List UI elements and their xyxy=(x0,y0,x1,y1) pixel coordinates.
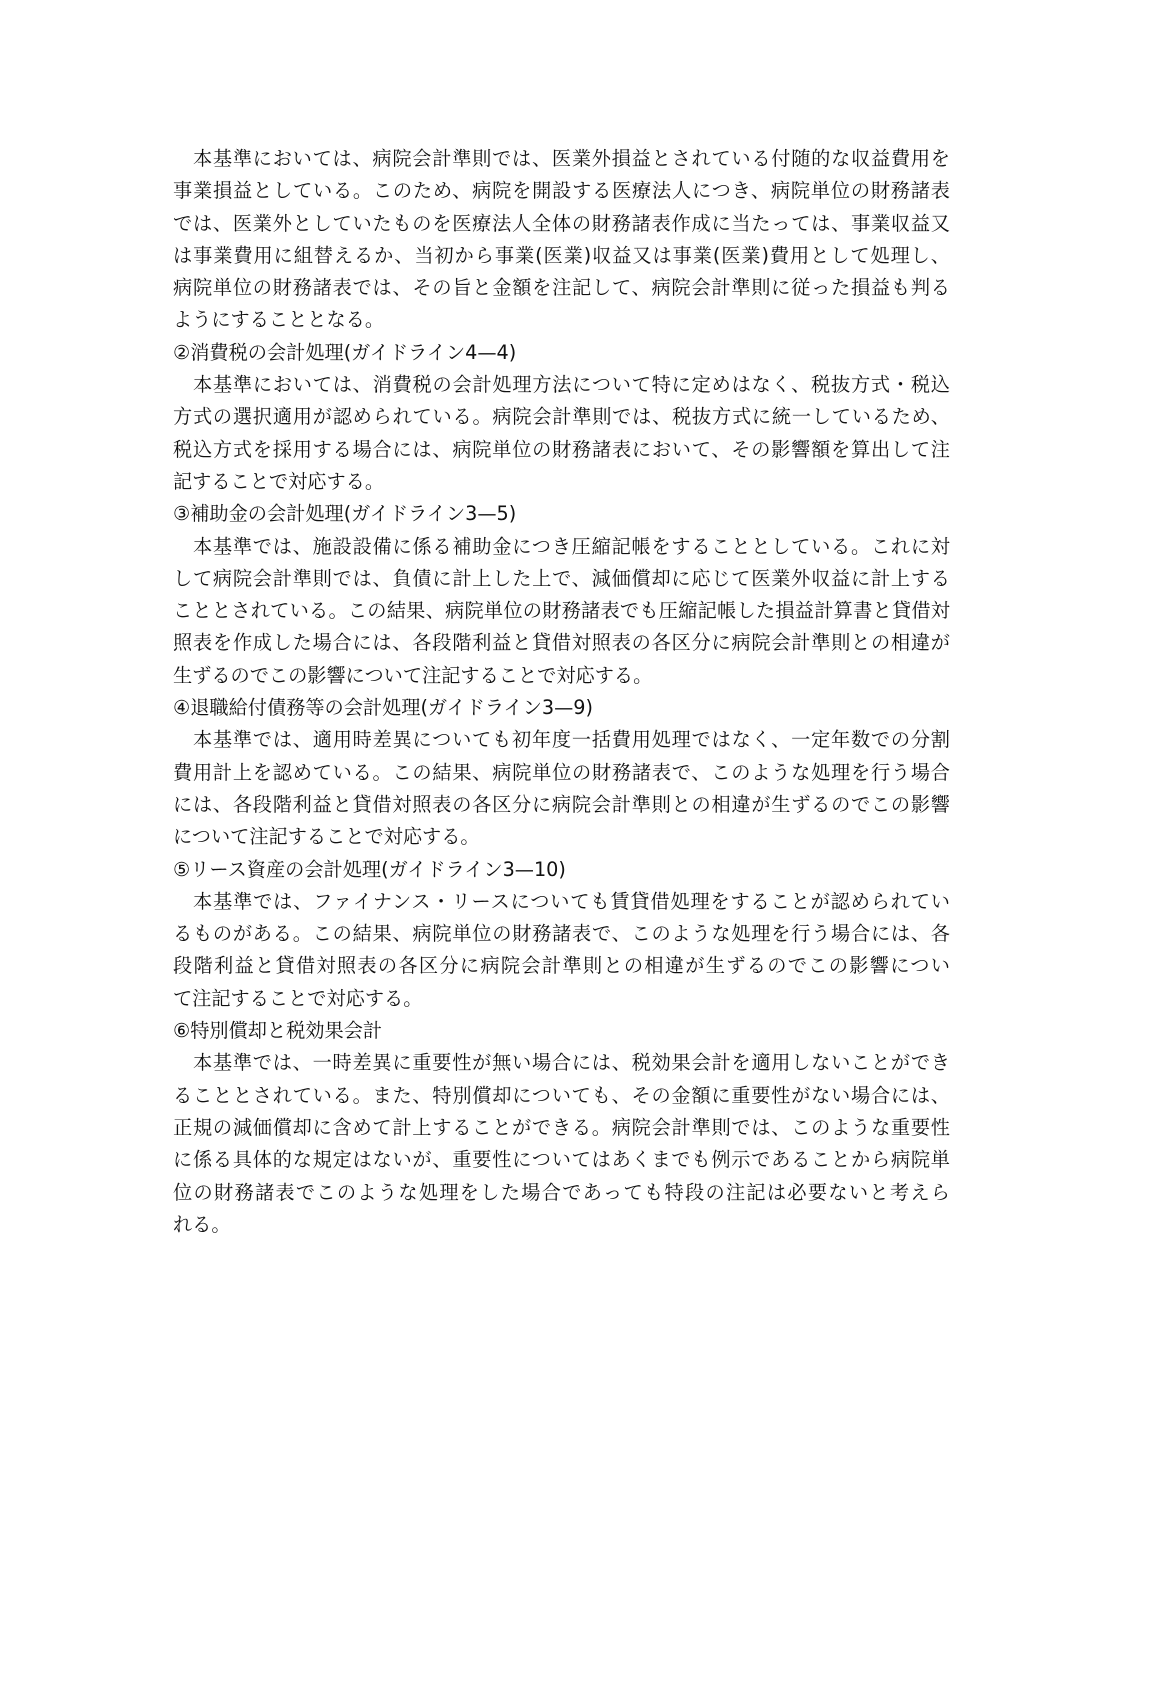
text-line: 生ずるのでこの影響について注記することで対応する。 xyxy=(173,663,653,687)
text-line: には、各段階利益と貸借対照表の各区分に病院会計準則との相違が生ずるのでこの影響 xyxy=(173,792,950,816)
text-line: 税込方式を採用する場合には、病院単位の財務諸表において、その影響額を算出して注 xyxy=(173,437,950,461)
text-line: るものがある。この結果、病院単位の財務諸表で、このような処理を行う場合には、各 xyxy=(173,922,950,946)
text-line: ることとされている。また、特別償却についても、その金額に重要性がない場合には、 xyxy=(173,1083,950,1107)
section-heading: ④退職給付債務等の会計処理(ガイドライン3—9) xyxy=(173,696,593,720)
text-line: 費用計上を認めている。この結果、病院単位の財務諸表で、このような処理を行う場合 xyxy=(173,760,950,784)
text-line: 本基準では、適用時差異についても初年度一括費用処理ではなく、一定年数での分割 xyxy=(173,728,950,752)
section-heading: ⑤リース資産の会計処理(ガイドライン3—10) xyxy=(173,857,566,881)
text-line: 照表を作成した場合には、各段階利益と貸借対照表の各区分に病院会計準則との相違が xyxy=(173,631,950,655)
text-line: 本基準においては、病院会計準則では、医業外損益とされている付随的な収益費用を xyxy=(173,147,950,170)
text-line: 段階利益と貸借対照表の各区分に病院会計準則との相違が生ずるのでこの影響につい xyxy=(173,954,950,978)
text-line: 本基準では、ファイナンス・リースについても賃貸借処理をすることが認められてい xyxy=(173,889,950,913)
text-line: 事業損益としている。このため、病院を開設する医療法人につき、病院単位の財務諸表 xyxy=(173,179,950,203)
text-line: 本基準では、一時差異に重要性が無い場合には、税効果会計を適用しないことができ xyxy=(173,1051,950,1075)
text-line: 病院単位の財務諸表では、その旨と金額を注記して、病院会計準則に従った損益も判る xyxy=(173,276,950,300)
text-line: 方式の選択適用が認められている。病院会計準則では、税抜方式に統一しているため、 xyxy=(173,405,950,429)
section-heading: ③補助金の会計処理(ガイドライン3—5) xyxy=(173,502,517,526)
text-line: は事業費用に組替えるか、当初から事業(医業)収益又は事業(医業)費用として処理し、 xyxy=(173,243,950,267)
text-line: 本基準においては、消費税の会計処理方法について特に定めはなく、税抜方式・税込 xyxy=(173,373,950,397)
text-line: では、医業外としていたものを医療法人全体の財務諸表作成に当たっては、事業収益又 xyxy=(173,211,950,235)
document-body xyxy=(173,143,950,1241)
text-line: 位の財務諸表でこのような処理をした場合であっても特段の注記は必要ないと考えら xyxy=(173,1180,950,1204)
text-line: 正規の減価償却に含めて計上することができる。病院会計準則では、このような重要性 xyxy=(173,1115,950,1139)
text-line: て注記することで対応する。 xyxy=(173,986,423,1010)
text-line: 本基準では、施設設備に係る補助金につき圧縮記帳をすることとしている。これに対 xyxy=(173,534,950,558)
text-line: こととされている。この結果、病院単位の財務諸表でも圧縮記帳した損益計算書と貸借対 xyxy=(173,599,950,623)
text-line: れる。 xyxy=(173,1212,231,1236)
section-heading: ⑥特別償却と税効果会計 xyxy=(173,1019,383,1043)
text-line: ようにすることとなる。 xyxy=(173,308,385,332)
text-line: 記することで対応する。 xyxy=(173,469,385,493)
text-line: に係る具体的な規定はないが、重要性についてはあくまでも例示であることから病院単 xyxy=(173,1148,950,1172)
text-line: して病院会計準則では、負債に計上した上で、減価償却に応じて医業外収益に計上する xyxy=(173,566,950,590)
text-line: について注記することで対応する。 xyxy=(173,825,480,849)
section-heading: ②消費税の会計処理(ガイドライン4—4) xyxy=(173,340,517,364)
